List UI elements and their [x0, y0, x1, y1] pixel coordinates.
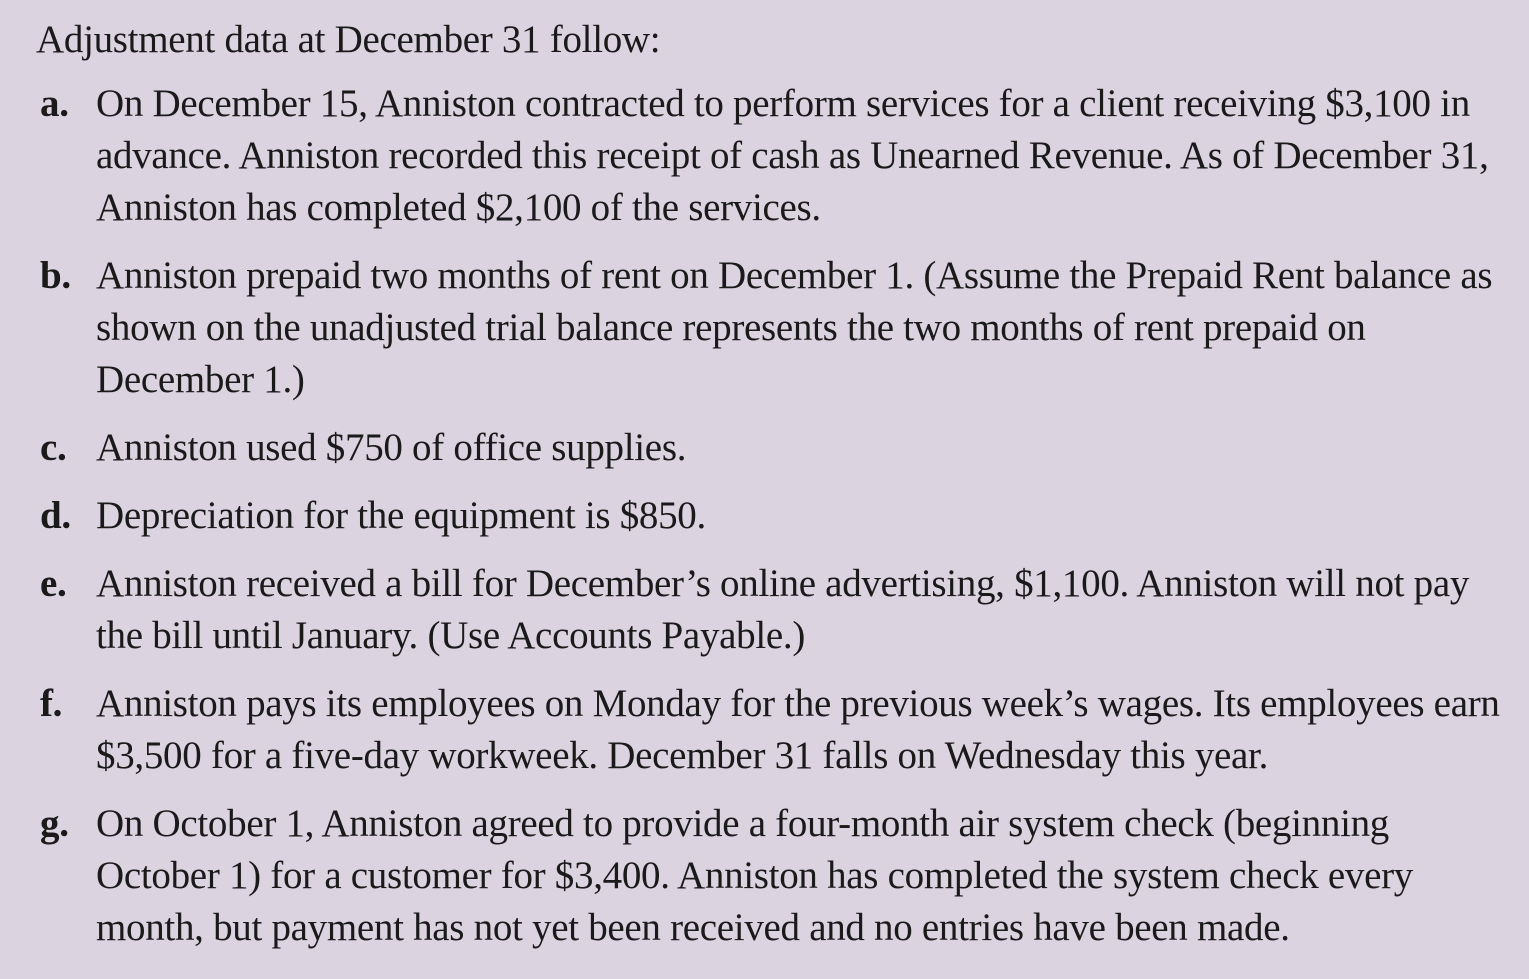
item-text: Depreciation for the equipment is $850.	[96, 494, 706, 537]
adjustment-item-d	[36, 490, 1506, 542]
item-letter: g.	[40, 802, 69, 845]
item-letter: e.	[40, 562, 67, 605]
item-letter: b.	[40, 254, 71, 297]
adjustment-item-f	[36, 678, 1506, 782]
item-text: Anniston pays its employees on Monday for the previous week’s wages. Its employees earn $3,500 for a five-day workweek. December 31 falls on Wednesday this year.	[96, 682, 1500, 777]
item-text: Anniston prepaid two months of rent on December 1. (Assume the Prepaid Rent balance as shown on the unadjusted trial balance represents the two months of rent prepaid on December 1.)	[96, 254, 1493, 401]
item-text: On December 15, Anniston contracted to perform services for a client receiving $3,100 in advance. Anniston recorded this receipt of cash as Unearned Revenue. As of December 31, Anniston has completed $2,100 of the services.	[96, 82, 1489, 229]
adjustment-item-c	[36, 422, 1506, 474]
item-text: On October 1, Anniston agreed to provide a four-month air system check (beginning October 1) for a customer for $3,400. Anniston has completed the system check every month, but payment has not yet been received and no entries have been made.	[96, 802, 1413, 949]
item-text: Anniston received a bill for December’s online advertising, $1,100. Anniston will not pay the bill until January. (Use Accounts Payable.)	[96, 562, 1470, 657]
intro-text: Adjustment data at December 31 follow:	[36, 18, 661, 61]
adjustment-item-a	[36, 78, 1506, 234]
adjustment-item-b	[36, 250, 1506, 406]
item-text: Anniston used $750 of office supplies.	[96, 426, 687, 469]
item-letter: c.	[40, 426, 67, 469]
document-body	[36, 14, 1506, 970]
adjustment-item-g	[36, 798, 1506, 954]
adjustment-list	[36, 78, 1506, 954]
item-letter: a.	[40, 82, 69, 125]
item-letter: f.	[40, 682, 63, 725]
adjustment-item-e	[36, 558, 1506, 662]
item-letter: d.	[40, 494, 71, 537]
